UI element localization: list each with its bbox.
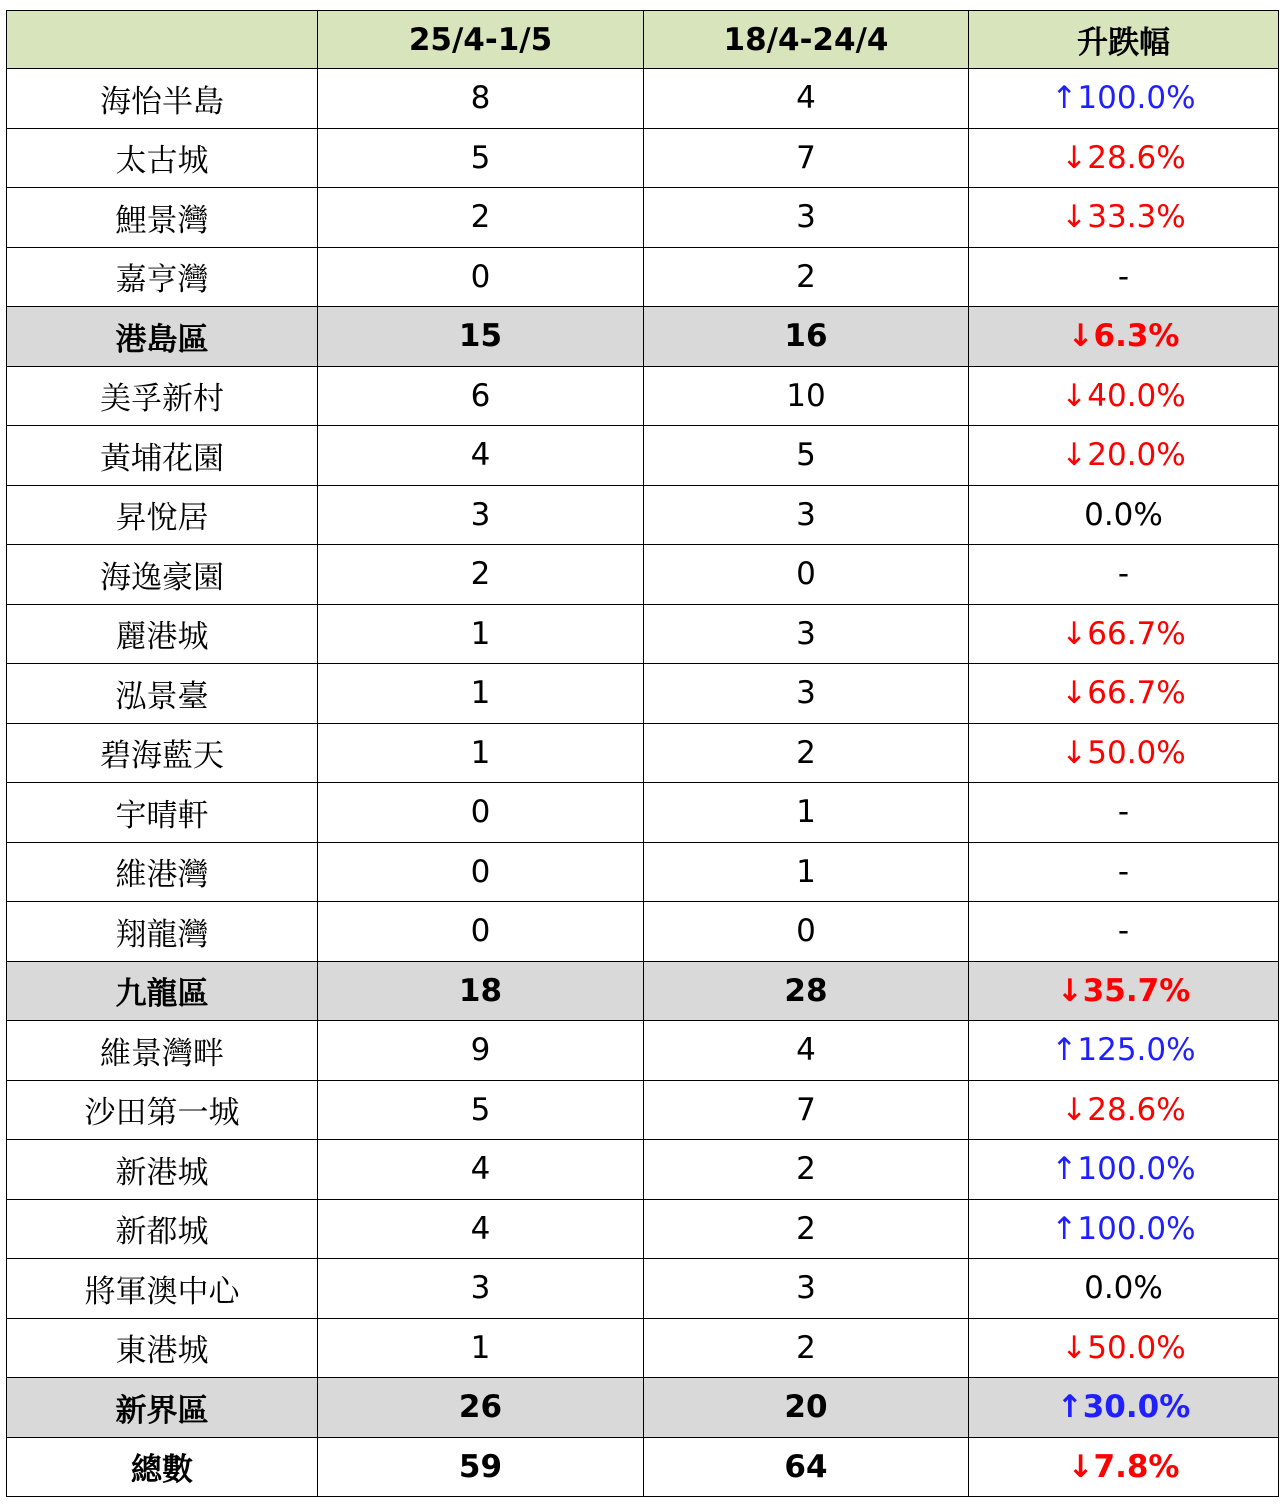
previous-week-count: 10 [644, 366, 969, 426]
previous-week-count: 1 [644, 783, 969, 843]
previous-week-count: 1 [644, 842, 969, 902]
table-row [7, 1259, 1279, 1319]
current-week-count: 4 [318, 426, 644, 486]
current-week-count: 2 [318, 188, 644, 248]
change-cell [969, 247, 1279, 307]
transaction-table [6, 10, 1279, 1497]
table-body [7, 69, 1279, 1497]
estate-name: 美孚新村 [7, 366, 318, 426]
estate-name: 新都城 [7, 1199, 318, 1259]
table-row [7, 723, 1279, 783]
table-row [7, 783, 1279, 843]
change-value: 33.3% [1087, 199, 1186, 236]
estate-name: 宇晴軒 [7, 783, 318, 843]
current-week-count: 59 [318, 1437, 644, 1497]
change-value: 100.0% [1077, 1210, 1196, 1247]
arrow-down-icon: ↓ [1061, 615, 1088, 652]
arrow-down-icon: ↓ [1061, 1329, 1088, 1366]
current-week-count: 0 [318, 902, 644, 962]
subtotal-row [7, 961, 1279, 1021]
change-value: 28.6% [1087, 139, 1186, 176]
change-cell [969, 604, 1279, 664]
current-week-count: 4 [318, 1199, 644, 1259]
table-row [7, 1021, 1279, 1081]
header-previous-week: 18/4-24/4 [644, 11, 969, 69]
arrow-down-icon: ↓ [1056, 972, 1083, 1009]
current-week-count: 18 [318, 961, 644, 1021]
arrow-down-icon: ↓ [1061, 139, 1088, 176]
previous-week-count: 4 [644, 69, 969, 129]
change-value: 100.0% [1077, 1151, 1196, 1188]
change-cell [969, 366, 1279, 426]
total-row [7, 1437, 1279, 1497]
arrow-down-icon: ↓ [1061, 675, 1088, 712]
arrow-up-icon: ↑ [1056, 1389, 1083, 1426]
arrow-up-icon: ↑ [1051, 1032, 1078, 1069]
previous-week-count: 2 [644, 247, 969, 307]
previous-week-count: 20 [644, 1378, 969, 1438]
estate-name: 泓景臺 [7, 664, 318, 724]
header-estate [7, 11, 318, 69]
change-value: - [1117, 556, 1130, 593]
current-week-count: 1 [318, 664, 644, 724]
estate-name: 東港城 [7, 1318, 318, 1378]
estate-name: 海逸豪園 [7, 545, 318, 605]
previous-week-count: 3 [644, 604, 969, 664]
subtotal-row [7, 307, 1279, 367]
current-week-count: 1 [318, 1318, 644, 1378]
change-cell [969, 1318, 1279, 1378]
table-row [7, 664, 1279, 724]
arrow-down-icon: ↓ [1061, 377, 1088, 414]
table-row [7, 128, 1279, 188]
change-cell [969, 1140, 1279, 1200]
change-cell [969, 1080, 1279, 1140]
table-row [7, 1140, 1279, 1200]
change-value: 100.0% [1077, 80, 1196, 117]
change-cell [969, 307, 1279, 367]
previous-week-count: 5 [644, 426, 969, 486]
arrow-up-icon: ↑ [1051, 80, 1078, 117]
change-cell [969, 485, 1279, 545]
table-container [6, 10, 1279, 1497]
previous-week-count: 16 [644, 307, 969, 367]
previous-week-count: 0 [644, 902, 969, 962]
current-week-count: 6 [318, 366, 644, 426]
previous-week-count: 2 [644, 1318, 969, 1378]
change-cell [969, 1199, 1279, 1259]
estate-name: 維景灣畔 [7, 1021, 318, 1081]
estate-name: 海怡半島 [7, 69, 318, 129]
table-row [7, 426, 1279, 486]
header-row [7, 11, 1279, 69]
change-cell [969, 1259, 1279, 1319]
change-cell [969, 723, 1279, 783]
arrow-down-icon: ↓ [1061, 437, 1088, 474]
previous-week-count: 7 [644, 1080, 969, 1140]
previous-week-count: 0 [644, 545, 969, 605]
estate-name: 新港城 [7, 1140, 318, 1200]
table-row [7, 545, 1279, 605]
current-week-count: 5 [318, 128, 644, 188]
current-week-count: 3 [318, 485, 644, 545]
change-cell [969, 69, 1279, 129]
header-current-week: 25/4-1/5 [318, 11, 644, 69]
previous-week-count: 28 [644, 961, 969, 1021]
arrow-up-icon: ↑ [1051, 1151, 1078, 1188]
estate-name: 新界區 [7, 1378, 318, 1438]
estate-name: 黃埔花園 [7, 426, 318, 486]
change-value: 20.0% [1087, 437, 1186, 474]
current-week-count: 8 [318, 69, 644, 129]
previous-week-count: 2 [644, 1199, 969, 1259]
previous-week-count: 2 [644, 723, 969, 783]
current-week-count: 26 [318, 1378, 644, 1438]
change-value: 0.0% [1084, 496, 1163, 533]
previous-week-count: 3 [644, 188, 969, 248]
change-cell [969, 426, 1279, 486]
current-week-count: 0 [318, 842, 644, 902]
previous-week-count: 7 [644, 128, 969, 188]
estate-name: 太古城 [7, 128, 318, 188]
current-week-count: 1 [318, 723, 644, 783]
header-change: 升跌幅 [969, 11, 1279, 69]
current-week-count: 0 [318, 783, 644, 843]
change-value: 35.7% [1082, 972, 1191, 1009]
estate-name: 將軍澳中心 [7, 1259, 318, 1319]
current-week-count: 2 [318, 545, 644, 605]
change-value: - [1117, 913, 1130, 950]
estate-name: 麗港城 [7, 604, 318, 664]
arrow-down-icon: ↓ [1061, 199, 1088, 236]
current-week-count: 4 [318, 1140, 644, 1200]
previous-week-count: 3 [644, 1259, 969, 1319]
change-value: - [1117, 794, 1130, 831]
table-row [7, 1318, 1279, 1378]
current-week-count: 1 [318, 604, 644, 664]
estate-name: 港島區 [7, 307, 318, 367]
change-cell [969, 783, 1279, 843]
change-value: - [1117, 853, 1130, 890]
table-row [7, 485, 1279, 545]
change-cell [969, 545, 1279, 605]
current-week-count: 3 [318, 1259, 644, 1319]
change-cell [969, 902, 1279, 962]
estate-name: 昇悅居 [7, 485, 318, 545]
table-row [7, 842, 1279, 902]
change-cell [969, 1378, 1279, 1438]
table-row [7, 247, 1279, 307]
estate-name: 沙田第一城 [7, 1080, 318, 1140]
change-value: 6.3% [1093, 318, 1180, 355]
change-value: 30.0% [1082, 1389, 1191, 1426]
change-value: 66.7% [1087, 615, 1186, 652]
previous-week-count: 64 [644, 1437, 969, 1497]
table-row [7, 366, 1279, 426]
estate-name: 維港灣 [7, 842, 318, 902]
change-value: 50.0% [1087, 1329, 1186, 1366]
change-cell [969, 1437, 1279, 1497]
previous-week-count: 3 [644, 485, 969, 545]
previous-week-count: 4 [644, 1021, 969, 1081]
current-week-count: 5 [318, 1080, 644, 1140]
table-row [7, 604, 1279, 664]
estate-name: 鯉景灣 [7, 188, 318, 248]
change-value: 40.0% [1087, 377, 1186, 414]
change-cell [969, 1021, 1279, 1081]
table-row [7, 902, 1279, 962]
estate-name: 翔龍灣 [7, 902, 318, 962]
estate-name: 嘉亨灣 [7, 247, 318, 307]
change-cell [969, 664, 1279, 724]
arrow-down-icon: ↓ [1067, 318, 1094, 355]
previous-week-count: 2 [644, 1140, 969, 1200]
current-week-count: 0 [318, 247, 644, 307]
arrow-up-icon: ↑ [1051, 1210, 1078, 1247]
table-row [7, 188, 1279, 248]
change-value: 50.0% [1087, 734, 1186, 771]
change-cell [969, 961, 1279, 1021]
table-row [7, 1080, 1279, 1140]
arrow-down-icon: ↓ [1061, 1091, 1088, 1128]
change-value: 7.8% [1093, 1448, 1180, 1485]
table-row [7, 69, 1279, 129]
previous-week-count: 3 [644, 664, 969, 724]
change-value: 125.0% [1077, 1032, 1196, 1069]
subtotal-row [7, 1378, 1279, 1438]
change-cell [969, 842, 1279, 902]
change-cell [969, 188, 1279, 248]
arrow-down-icon: ↓ [1067, 1448, 1094, 1485]
estate-name: 九龍區 [7, 961, 318, 1021]
change-value: 66.7% [1087, 675, 1186, 712]
change-cell [969, 128, 1279, 188]
change-value: - [1117, 258, 1130, 295]
current-week-count: 15 [318, 307, 644, 367]
estate-name: 總數 [7, 1437, 318, 1497]
table-row [7, 1199, 1279, 1259]
current-week-count: 9 [318, 1021, 644, 1081]
arrow-down-icon: ↓ [1061, 734, 1088, 771]
change-value: 28.6% [1087, 1091, 1186, 1128]
change-value: 0.0% [1084, 1270, 1163, 1307]
estate-name: 碧海藍天 [7, 723, 318, 783]
